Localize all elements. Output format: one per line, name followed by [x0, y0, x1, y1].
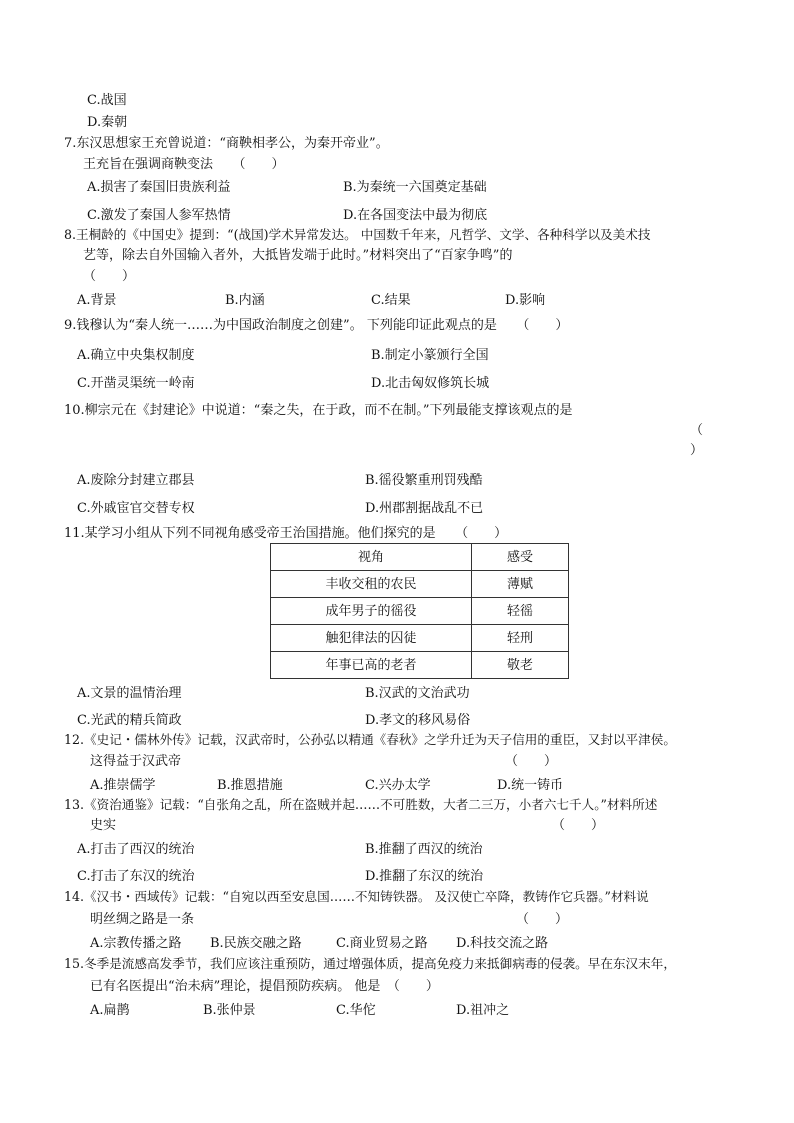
- option-d: D.在各国变法中最为彻底: [343, 208, 488, 223]
- option-a: A.废除分封建立郡县: [77, 473, 195, 488]
- table-header-cell: 感受: [472, 544, 569, 571]
- option-c: C.结果: [371, 293, 411, 308]
- table-row: [271, 571, 569, 598]
- answer-paren: （ ）: [552, 818, 605, 833]
- table-cell: 敬老: [472, 652, 569, 679]
- table-row: [271, 652, 569, 679]
- question-stem-cont: 史实: [90, 818, 117, 833]
- question-stem: 15.冬季是流感高发季节，我们应该注重预防，通过增强体质，提高免疫力来抵御病毒的侵袭。早在东汉末年，: [64, 956, 676, 971]
- perspective-table: [270, 543, 569, 679]
- answer-paren: （ ）: [83, 269, 136, 284]
- answer-paren: （ ）: [516, 912, 569, 927]
- table-row: [271, 598, 569, 625]
- option-a: A.推崇儒学: [90, 778, 156, 793]
- answer-paren-open: （: [690, 423, 704, 438]
- option-c: C.激发了秦国人参军热情: [87, 208, 231, 223]
- question-stem-cont: 已有名医提出“治未病”理论，提倡预防疾病。 他是 （ ）: [90, 979, 439, 994]
- option-b: B.为秦统一六国奠定基础: [343, 180, 487, 195]
- table-header-cell: 视角: [271, 544, 472, 571]
- table-cell: 轻刑: [472, 625, 569, 652]
- option-c: C.战国: [87, 93, 127, 108]
- option-b: B.张仲景: [203, 1003, 256, 1018]
- option-a: A.扁鹊: [90, 1003, 130, 1018]
- option-d: D.孝文的移风易俗: [365, 713, 471, 728]
- table-cell: 丰收交租的农民: [271, 571, 472, 598]
- answer-paren: （ ）: [505, 754, 558, 769]
- option-b: B.民族交融之路: [210, 936, 302, 951]
- question-stem: 10.柳宗元在《封建论》中说道：“秦之失，在于政，而不在制。”下列最能支撑该观点的是: [64, 403, 573, 418]
- table-row: [271, 625, 569, 652]
- option-c: C.兴办太学: [365, 778, 431, 793]
- option-d: D.北击匈奴修筑长城: [371, 376, 490, 391]
- table-header-row: [271, 544, 569, 571]
- option-d: D.秦朝: [87, 115, 128, 130]
- option-b: B.内涵: [225, 293, 265, 308]
- option-d: D.祖冲之: [456, 1003, 510, 1018]
- option-a: A.宗教传播之路: [90, 936, 182, 951]
- question-stem-cont: 明丝绸之路是一条: [90, 912, 195, 927]
- option-a: A.打击了西汉的统治: [77, 842, 195, 857]
- question-stem: 13.《资治通鉴》记载：“自张角之乱，所在盗贼并起……不可胜数，大者二三万，小者六七千人。”材料所述: [64, 797, 658, 812]
- question-stem: 8.王桐龄的《中国史》提到：“(战国)学术异常发达。 中国数千年来，凡哲学、文学、各种科学以及美术技: [64, 227, 651, 242]
- option-d: D.统一铸币: [497, 778, 564, 793]
- table-cell: 成年男子的徭役: [271, 598, 472, 625]
- question-stem: 9.钱穆认为“秦人统一……为中国政治制度之创建”。 下列能印证此观点的是 （ ）: [64, 318, 569, 333]
- option-a: A.损害了秦国旧贵族利益: [87, 180, 231, 195]
- option-c: C.外戚宦官交替专权: [77, 501, 195, 516]
- option-c: C.光武的精兵简政: [77, 713, 182, 728]
- question-stem-cont: 王充旨在强调商鞅变法 （ ）: [83, 157, 285, 172]
- option-c: C.华佗: [336, 1003, 376, 1018]
- option-a: A.背景: [77, 293, 117, 308]
- option-d: D.影响: [505, 293, 546, 308]
- option-b: B.推恩措施: [217, 778, 283, 793]
- option-b: B.徭役繁重刑罚残酷: [365, 473, 483, 488]
- table-cell: 薄赋: [472, 571, 569, 598]
- table-cell: 年事已高的老者: [271, 652, 472, 679]
- option-c: C.开凿灵渠统一岭南: [77, 376, 195, 391]
- table-cell: 触犯律法的囚徒: [271, 625, 472, 652]
- option-c: C.商业贸易之路: [336, 936, 428, 951]
- option-d: D.推翻了东汉的统治: [365, 869, 484, 884]
- question-stem: 12.《史记・儒林外传》记载，汉武帝时，公孙弘以精通《春秋》之学升迁为天子信用的重臣，又封以平津侯。: [64, 732, 676, 747]
- question-stem: 11.某学习小组从下列不同视角感受帝王治国措施。他们探究的是 （ ）: [64, 526, 508, 541]
- option-b: B.推翻了西汉的统治: [365, 842, 483, 857]
- option-a: A.确立中央集权制度: [77, 348, 195, 363]
- option-b: B.制定小篆颁行全国: [371, 348, 489, 363]
- table-cell: 轻徭: [472, 598, 569, 625]
- option-c: C.打击了东汉的统治: [77, 869, 195, 884]
- option-b: B.汉武的文治武功: [365, 686, 470, 701]
- question-stem-cont: 这得益于汉武帝: [90, 754, 182, 769]
- question-stem-cont: 艺等，除去自外国输入者外，大抵皆发端于此时。”材料突出了“百家争鸣”的: [83, 248, 513, 263]
- option-a: A.文景的温情治理: [77, 686, 182, 701]
- question-stem: 14.《汉书・西域传》记载：“自宛以西至安息国……不知铸铁器。 及汉使亡卒降，教铸作它兵器。”材料说: [64, 889, 649, 904]
- answer-paren-close: ）: [690, 443, 704, 458]
- option-d: D.科技交流之路: [456, 936, 549, 951]
- option-d: D.州郡割据战乱不已: [365, 501, 484, 516]
- question-stem: 7.东汉思想家王充曾说道：“商鞅相孝公，为秦开帝业”。: [64, 136, 389, 151]
